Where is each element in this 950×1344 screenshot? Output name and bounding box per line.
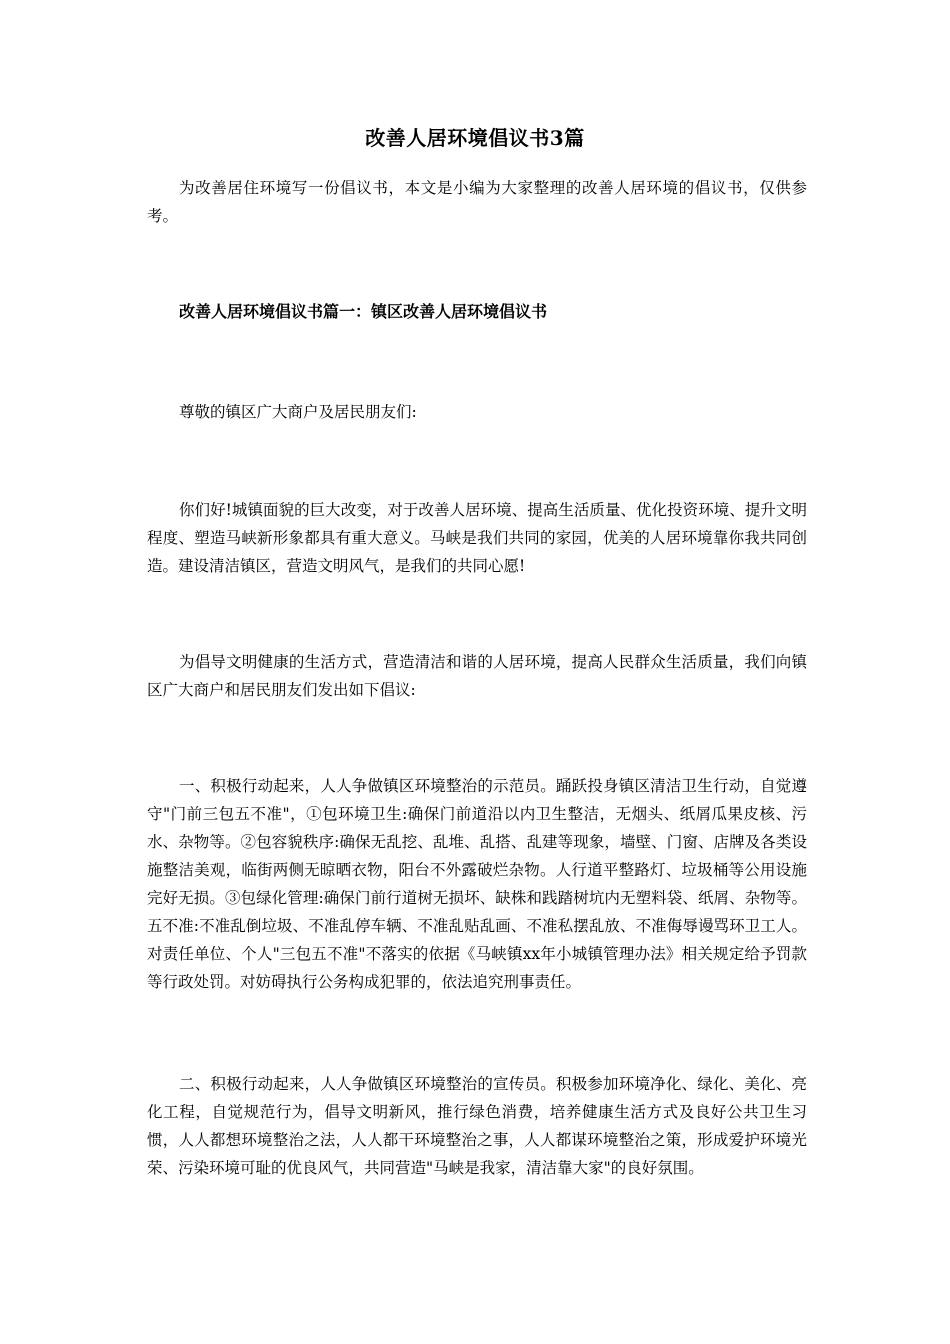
document-title: 改善人居环境倡议书3篇 xyxy=(365,126,585,150)
section-heading: 改善人居环境倡议书篇一：镇区改善人居环境倡议书 xyxy=(179,302,548,321)
body-paragraph-3: 一、积极行动起来，人人争做镇区环境整治的示范员。踊跃投身镇区清洁卫生行动，自觉遵守"门前三包五不准"，①包环境卫生:确保门前道沿以内卫生整洁，无烟头、纸屑瓜果皮核、污水、杂物等。②包容貌秩序:确保无乱挖、乱堆、乱搭、乱建等现象，墙壁、门窗、店牌及各类设施整洁美观，临街两侧无晾晒衣物，阳台不外露破烂杂物。人行道平整路灯、垃圾桶等公用设施完好无损。③包绿化管理:确保门前行道树无损坏、缺株和践踏树坑内无塑料袋、纸屑、杂物等。五不准:不准乱倒垃圾、不准乱停车辆、不准乱贴乱画、不准私摆乱放、不准侮辱谩骂环卫工人。对责任单位、个人"三包五不准"不落实的依据《马峡镇xx年小城镇管理办法》相关规定给予罚款等行政处罚。对妨碍执行公务构成犯罪的，依法追究刑事责任。 xyxy=(147,777,807,991)
body-paragraph-2: 为倡导文明健康的生活方式，营造清洁和谐的人居环境，提高人民群众生活质量，我们向镇区广大商户和居民朋友们发出如下倡议: xyxy=(147,653,807,699)
body-paragraph-1: 你们好!城镇面貌的巨大改变，对于改善人居环境、提高生活质量、优化投资环境、提升文明程度、塑造马峡新形象都具有重大意义。马峡是我们共同的家园，优美的人居环境靠你我共同创造。建设清洁镇区，营造文明风气，是我们的共同心愿! xyxy=(147,501,807,575)
body-paragraph-4: 二、积极行动起来，人人争做镇区环境整治的宣传员。积极参加环境净化、绿化、美化、亮化工程，自觉规范行为，倡导文明新风，推行绿色消费，培养健康生活方式及良好公共卫生习惯，人人都想环境整治之法，人人都干环境整治之事，人人都谋环境整治之策，形成爱护环境光荣、污染环境可耻的优良风气，共同营造"马峡是我家，清洁靠大家"的良好氛围。 xyxy=(147,1075,807,1177)
salutation: 尊敬的镇区广大商户及居民朋友们: xyxy=(179,403,417,421)
intro-paragraph: 为改善居住环境写一份倡议书，本文是小编为大家整理的改善人居环境的倡议书，仅供参考。 xyxy=(147,179,807,225)
